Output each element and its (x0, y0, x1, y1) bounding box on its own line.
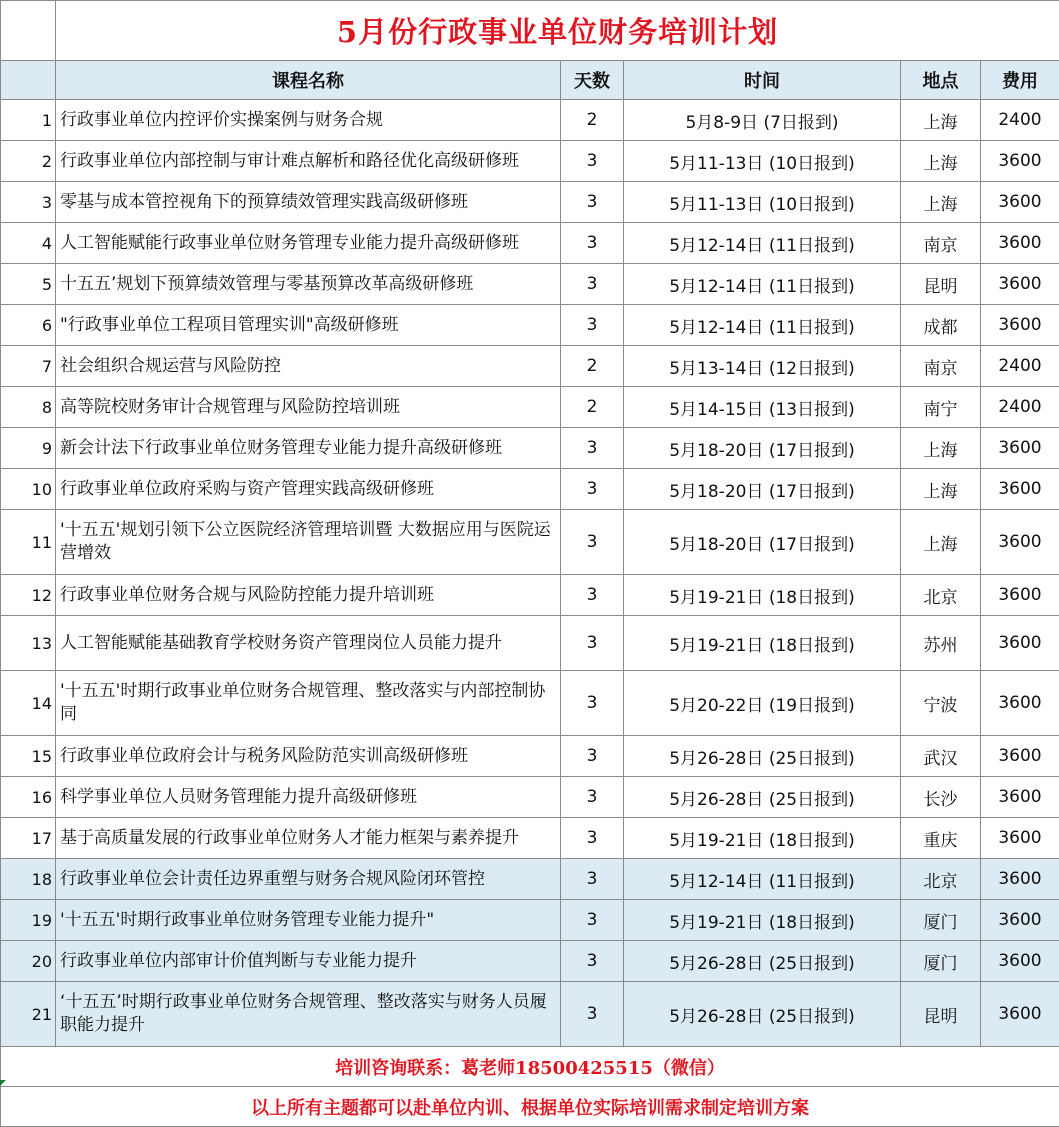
time-cell: 5月26-28日 (25日报到) (624, 982, 901, 1047)
time-cell: 5月19-21日 (18日报到) (624, 616, 901, 671)
row-number: 1 (1, 100, 56, 141)
fee-cell: 3600 (981, 616, 1059, 671)
table-row (1, 900, 1059, 941)
days-cell: 3 (561, 575, 624, 616)
fee-cell: 2400 (981, 387, 1059, 428)
fee-cell: 3600 (981, 941, 1059, 982)
place-cell: 上海 (901, 428, 981, 469)
fee-cell: 3600 (981, 736, 1059, 777)
row-number: 15 (1, 736, 56, 777)
row-number: 2 (1, 141, 56, 182)
time-cell: 5月26-28日 (25日报到) (624, 736, 901, 777)
course-name: 行政事业单位内部审计价值判断与专业能力提升 (56, 941, 561, 982)
days-cell: 3 (561, 305, 624, 346)
row-number: 21 (1, 982, 56, 1047)
table-row (1, 223, 1059, 264)
course-name: ‘十五五’时期行政事业单位财务合规管理、整改落实与财务人员履职能力提升 (56, 982, 561, 1047)
time-cell: 5月11-13日 (10日报到) (624, 141, 901, 182)
course-name: 行政事业单位政府会计与税务风险防范实训高级研修班 (56, 736, 561, 777)
course-name: 行政事业单位政府采购与资产管理实践高级研修班 (56, 469, 561, 510)
footer-contact-row (1, 1047, 1059, 1087)
course-name: 高等院校财务审计合规管理与风险防控培训班 (56, 387, 561, 428)
time-cell: 5月26-28日 (25日报到) (624, 777, 901, 818)
contact-info: 培训咨询联系：葛老师18500425515（微信） (1, 1047, 1059, 1087)
place-cell: 上海 (901, 182, 981, 223)
course-name: 人工智能赋能基础教育学校财务资产管理岗位人员能力提升 (56, 616, 561, 671)
row-number: 11 (1, 510, 56, 575)
table-row (1, 100, 1059, 141)
days-cell: 3 (561, 223, 624, 264)
place-cell: 武汉 (901, 736, 981, 777)
time-cell: 5月13-14日 (12日报到) (624, 346, 901, 387)
time-cell: 5月26-28日 (25日报到) (624, 941, 901, 982)
page-title: 5月份行政事业单位财务培训计划 (56, 1, 1059, 61)
place-cell: 南京 (901, 223, 981, 264)
row-number: 16 (1, 777, 56, 818)
row-number: 12 (1, 575, 56, 616)
fee-cell: 3600 (981, 575, 1059, 616)
table-row (1, 428, 1059, 469)
time-cell: 5月12-14日 (11日报到) (624, 223, 901, 264)
fee-cell: 3600 (981, 264, 1059, 305)
place-cell: 长沙 (901, 777, 981, 818)
course-name: 人工智能赋能行政事业单位财务管理专业能力提升高级研修班 (56, 223, 561, 264)
table-row (1, 818, 1059, 859)
footer-note-row (1, 1087, 1059, 1127)
course-name: 基于高质量发展的行政事业单位财务人才能力框架与素养提升 (56, 818, 561, 859)
place-cell: 重庆 (901, 818, 981, 859)
row-number: 3 (1, 182, 56, 223)
corner-cell (1, 1, 56, 61)
table-row (1, 387, 1059, 428)
days-cell: 3 (561, 671, 624, 736)
course-name: 科学事业单位人员财务管理能力提升高级研修班 (56, 777, 561, 818)
table-row (1, 141, 1059, 182)
place-cell: 厦门 (901, 941, 981, 982)
fee-cell: 3600 (981, 510, 1059, 575)
place-cell: 北京 (901, 859, 981, 900)
course-name: 新会计法下行政事业单位财务管理专业能力提升高级研修班 (56, 428, 561, 469)
header-fee: 费用 (981, 61, 1059, 100)
days-cell: 2 (561, 346, 624, 387)
header-row (1, 61, 1059, 100)
fee-cell: 3600 (981, 141, 1059, 182)
time-cell: 5月20-22日 (19日报到) (624, 671, 901, 736)
days-cell: 3 (561, 182, 624, 223)
fee-cell: 3600 (981, 900, 1059, 941)
days-cell: 2 (561, 387, 624, 428)
days-cell: 2 (561, 100, 624, 141)
time-cell: 5月18-20日 (17日报到) (624, 510, 901, 575)
fee-cell: 3600 (981, 859, 1059, 900)
fee-cell: 3600 (981, 818, 1059, 859)
table-row (1, 264, 1059, 305)
place-cell: 上海 (901, 469, 981, 510)
row-number: 5 (1, 264, 56, 305)
fee-cell: 3600 (981, 428, 1059, 469)
course-name: 行政事业单位会计责任边界重塑与财务合规风险闭环管控 (56, 859, 561, 900)
time-cell: 5月11-13日 (10日报到) (624, 182, 901, 223)
course-name: 行政事业单位内部控制与审计难点解析和路径优化高级研修班 (56, 141, 561, 182)
table-row (1, 346, 1059, 387)
days-cell: 3 (561, 469, 624, 510)
time-cell: 5月12-14日 (11日报到) (624, 305, 901, 346)
table-row (1, 575, 1059, 616)
row-number: 8 (1, 387, 56, 428)
table-row (1, 671, 1059, 736)
days-cell: 3 (561, 859, 624, 900)
table-row (1, 736, 1059, 777)
row-number: 13 (1, 616, 56, 671)
days-cell: 3 (561, 777, 624, 818)
place-cell: 昆明 (901, 982, 981, 1047)
days-cell: 3 (561, 941, 624, 982)
time-cell: 5月18-20日 (17日报到) (624, 428, 901, 469)
days-cell: 3 (561, 900, 624, 941)
place-cell: 上海 (901, 100, 981, 141)
place-cell: 上海 (901, 510, 981, 575)
table-row (1, 859, 1059, 900)
corner-marker (0, 1080, 6, 1086)
table-row (1, 616, 1059, 671)
place-cell: 上海 (901, 141, 981, 182)
time-cell: 5月14-15日 (13日报到) (624, 387, 901, 428)
fee-cell: 3600 (981, 469, 1059, 510)
time-cell: 5月12-14日 (11日报到) (624, 264, 901, 305)
time-cell: 5月19-21日 (18日报到) (624, 900, 901, 941)
row-number: 10 (1, 469, 56, 510)
header-course: 课程名称 (56, 61, 561, 100)
time-cell: 5月19-21日 (18日报到) (624, 575, 901, 616)
row-number: 18 (1, 859, 56, 900)
fee-cell: 3600 (981, 777, 1059, 818)
table-row (1, 777, 1059, 818)
row-number: 14 (1, 671, 56, 736)
fee-cell: 2400 (981, 346, 1059, 387)
place-cell: 成都 (901, 305, 981, 346)
time-cell: 5月12-14日 (11日报到) (624, 859, 901, 900)
fee-cell: 3600 (981, 182, 1059, 223)
fee-cell: 3600 (981, 305, 1059, 346)
fee-cell: 3600 (981, 982, 1059, 1047)
place-cell: 厦门 (901, 900, 981, 941)
fee-cell: 3600 (981, 671, 1059, 736)
time-cell: 5月8-9日 (7日报到) (624, 100, 901, 141)
days-cell: 3 (561, 736, 624, 777)
place-cell: 苏州 (901, 616, 981, 671)
course-name: '十五五'时期行政事业单位财务合规管理、整改落实与内部控制协同 (56, 671, 561, 736)
header-time: 时间 (624, 61, 901, 100)
row-number: 7 (1, 346, 56, 387)
row-number: 9 (1, 428, 56, 469)
table-row (1, 982, 1059, 1047)
time-cell: 5月18-20日 (17日报到) (624, 469, 901, 510)
time-cell: 5月19-21日 (18日报到) (624, 818, 901, 859)
course-name: 十五五’规划下预算绩效管理与零基预算改革高级研修班 (56, 264, 561, 305)
place-cell: 南宁 (901, 387, 981, 428)
row-number: 20 (1, 941, 56, 982)
row-number: 17 (1, 818, 56, 859)
footer-note: 以上所有主题都可以赴单位内训、根据单位实际培训需求制定培训方案 (1, 1087, 1059, 1127)
course-name: "行政事业单位工程项目管理实训"高级研修班 (56, 305, 561, 346)
header-place: 地点 (901, 61, 981, 100)
row-number: 4 (1, 223, 56, 264)
header-number (1, 61, 56, 100)
days-cell: 3 (561, 616, 624, 671)
course-name: 零基与成本管控视角下的预算绩效管理实践高级研修班 (56, 182, 561, 223)
days-cell: 3 (561, 141, 624, 182)
table-row (1, 469, 1059, 510)
days-cell: 3 (561, 818, 624, 859)
row-number: 6 (1, 305, 56, 346)
days-cell: 3 (561, 428, 624, 469)
days-cell: 3 (561, 510, 624, 575)
fee-cell: 2400 (981, 100, 1059, 141)
table-row (1, 941, 1059, 982)
header-days: 天数 (561, 61, 624, 100)
table-row (1, 510, 1059, 575)
place-cell: 北京 (901, 575, 981, 616)
place-cell: 宁波 (901, 671, 981, 736)
course-name: '十五五'时期行政事业单位财务管理专业能力提升" (56, 900, 561, 941)
fee-cell: 3600 (981, 223, 1059, 264)
course-name: 行政事业单位内控评价实操案例与财务合规 (56, 100, 561, 141)
place-cell: 南京 (901, 346, 981, 387)
row-number: 19 (1, 900, 56, 941)
course-name: 行政事业单位财务合规与风险防控能力提升培训班 (56, 575, 561, 616)
days-cell: 3 (561, 982, 624, 1047)
days-cell: 3 (561, 264, 624, 305)
title-row (1, 1, 1059, 61)
course-name: 社会组织合规运营与风险防控 (56, 346, 561, 387)
place-cell: 昆明 (901, 264, 981, 305)
table-row (1, 305, 1059, 346)
table-row (1, 182, 1059, 223)
course-name: '十五五'规划引领下公立医院经济管理培训暨 大数据应用与医院运营增效 (56, 510, 561, 575)
